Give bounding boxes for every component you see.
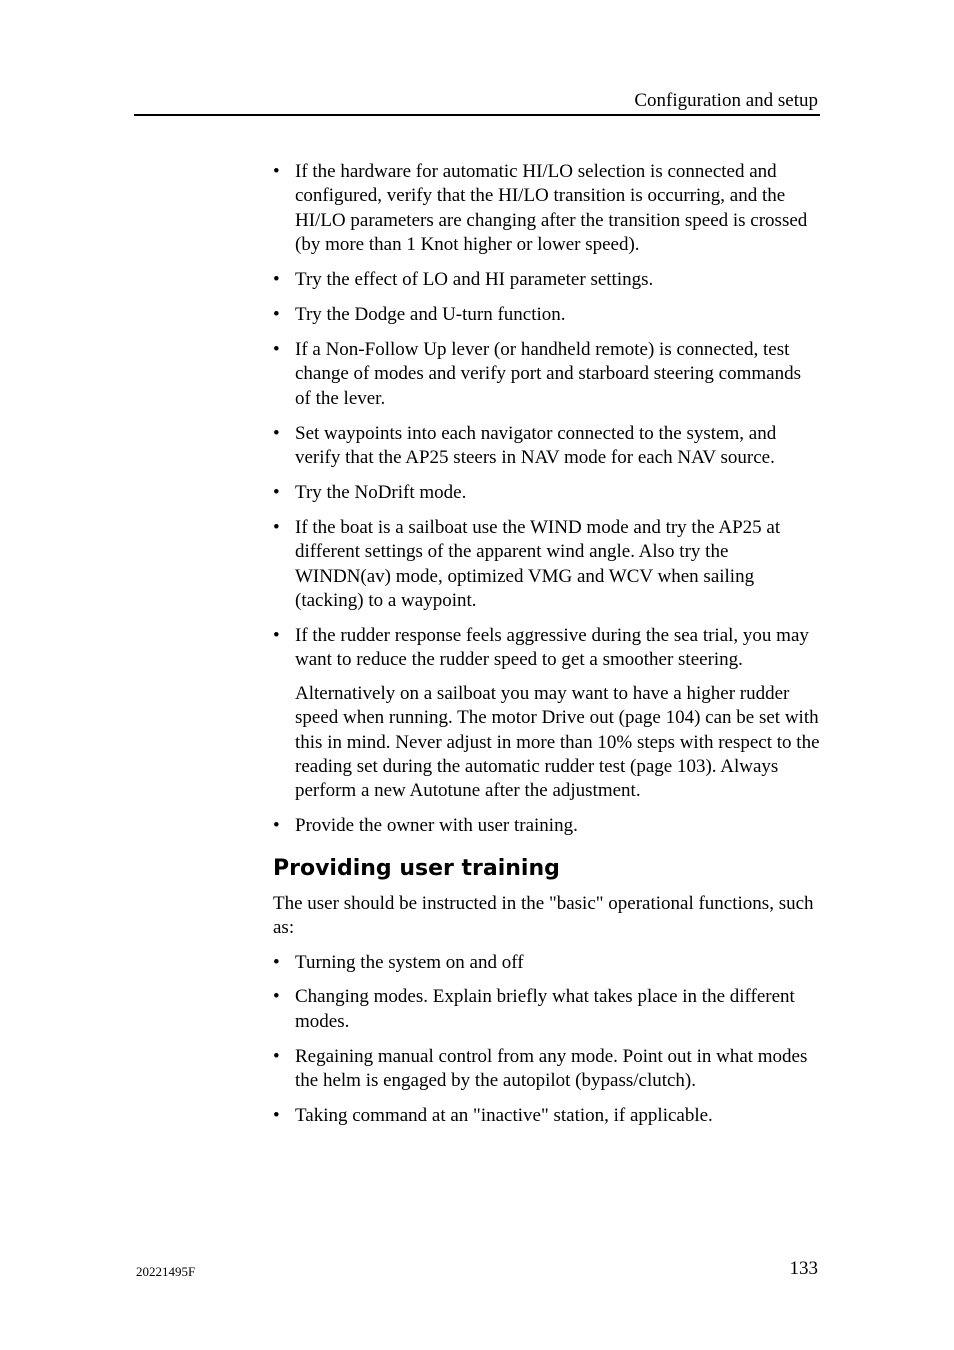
bullet-icon: • (273, 1045, 280, 1067)
bullet-icon: • (273, 304, 280, 326)
list-item (273, 268, 821, 292)
list-item-text: Turning the system on and off (295, 951, 524, 973)
bullet-icon: • (273, 1105, 280, 1127)
list-item (273, 481, 821, 505)
section-intro: The user should be instructed in the "basic" operational functions, such as: (273, 892, 814, 939)
list-item (273, 1104, 821, 1128)
section-heading: Providing user training (273, 855, 560, 881)
list-item (273, 160, 821, 258)
bullet-icon: • (273, 516, 280, 538)
list-item (273, 422, 821, 471)
bullet-icon: • (273, 986, 280, 1008)
list-item (273, 516, 821, 614)
list-item-text: Taking command at an "inactive" station, if applicable. (295, 1105, 713, 1127)
list-item-text: Regaining manual control from any mode. Point out in what modes the helm is engaged by the autopilot (bypass/clutch). (295, 1045, 808, 1092)
page-number: 133 (789, 1258, 818, 1279)
list-item-text: Try the Dodge and U-turn function. (295, 304, 566, 326)
list-item (273, 303, 821, 327)
checklist-bullets (273, 160, 821, 839)
list-item (273, 1045, 821, 1094)
list-item-text: Changing modes. Explain briefly what takes place in the different modes. (295, 986, 795, 1032)
bullet-icon: • (273, 161, 280, 182)
list-item (273, 985, 821, 1034)
header-rule (134, 114, 820, 116)
bullet-icon: • (273, 815, 280, 837)
bullet-icon: • (273, 625, 280, 646)
list-item-text: If the boat is a sailboat use the WIND mode and try the AP25 at different settings of the apparent wind angle. Also try the WINDN(av) mode, optimized VMG and WCV when sailing (tacking) to a waypoint. (295, 516, 781, 612)
list-item-continuation: Alternatively on a sailboat you may want to have a higher rudder speed when running. The motor Drive out (page 104) can be set with this in mind. Never adjust in more than 10% steps with respect to the reading set during the automatic rudder test (page 103). Always perform a new Autotune after the adjustment. (295, 682, 820, 802)
page-content (273, 160, 821, 1139)
list-item-text: Try the effect of LO and HI parameter settings. (295, 269, 654, 291)
list-item-text: If the rudder response feels aggressive during the sea trial, you may want to reduce the rudder speed to get a smoother steering. (295, 625, 809, 671)
list-item (273, 624, 821, 804)
list-item (273, 814, 821, 838)
bullet-icon: • (273, 481, 280, 503)
list-item-text: If a Non-Follow Up lever (or handheld remote) is connected, test change of modes and verify port and starboard steering commands of the lever. (295, 338, 801, 409)
training-bullets (273, 951, 821, 1129)
list-item-text: Provide the owner with user training. (295, 815, 578, 837)
list-item-text: If the hardware for automatic HI/LO selection is connected and configured, verify that the HI/LO transition is occurring, and the HI/LO parameters are changing after the transition speed is crossed (by more than 1 Knot higher or lower speed). (295, 161, 808, 256)
document-code: 20221495F (136, 1264, 196, 1279)
list-item (273, 951, 821, 975)
bullet-icon: • (273, 338, 280, 360)
running-header-title: Configuration and setup (634, 90, 818, 111)
list-item-text: Set waypoints into each navigator connected to the system, and verify that the AP25 steers in NAV mode for each NAV source. (295, 422, 777, 469)
list-item-text: Try the NoDrift mode. (295, 481, 467, 503)
bullet-icon: • (273, 422, 280, 444)
bullet-icon: • (273, 269, 280, 291)
bullet-icon: • (273, 951, 280, 973)
list-item (273, 338, 821, 411)
